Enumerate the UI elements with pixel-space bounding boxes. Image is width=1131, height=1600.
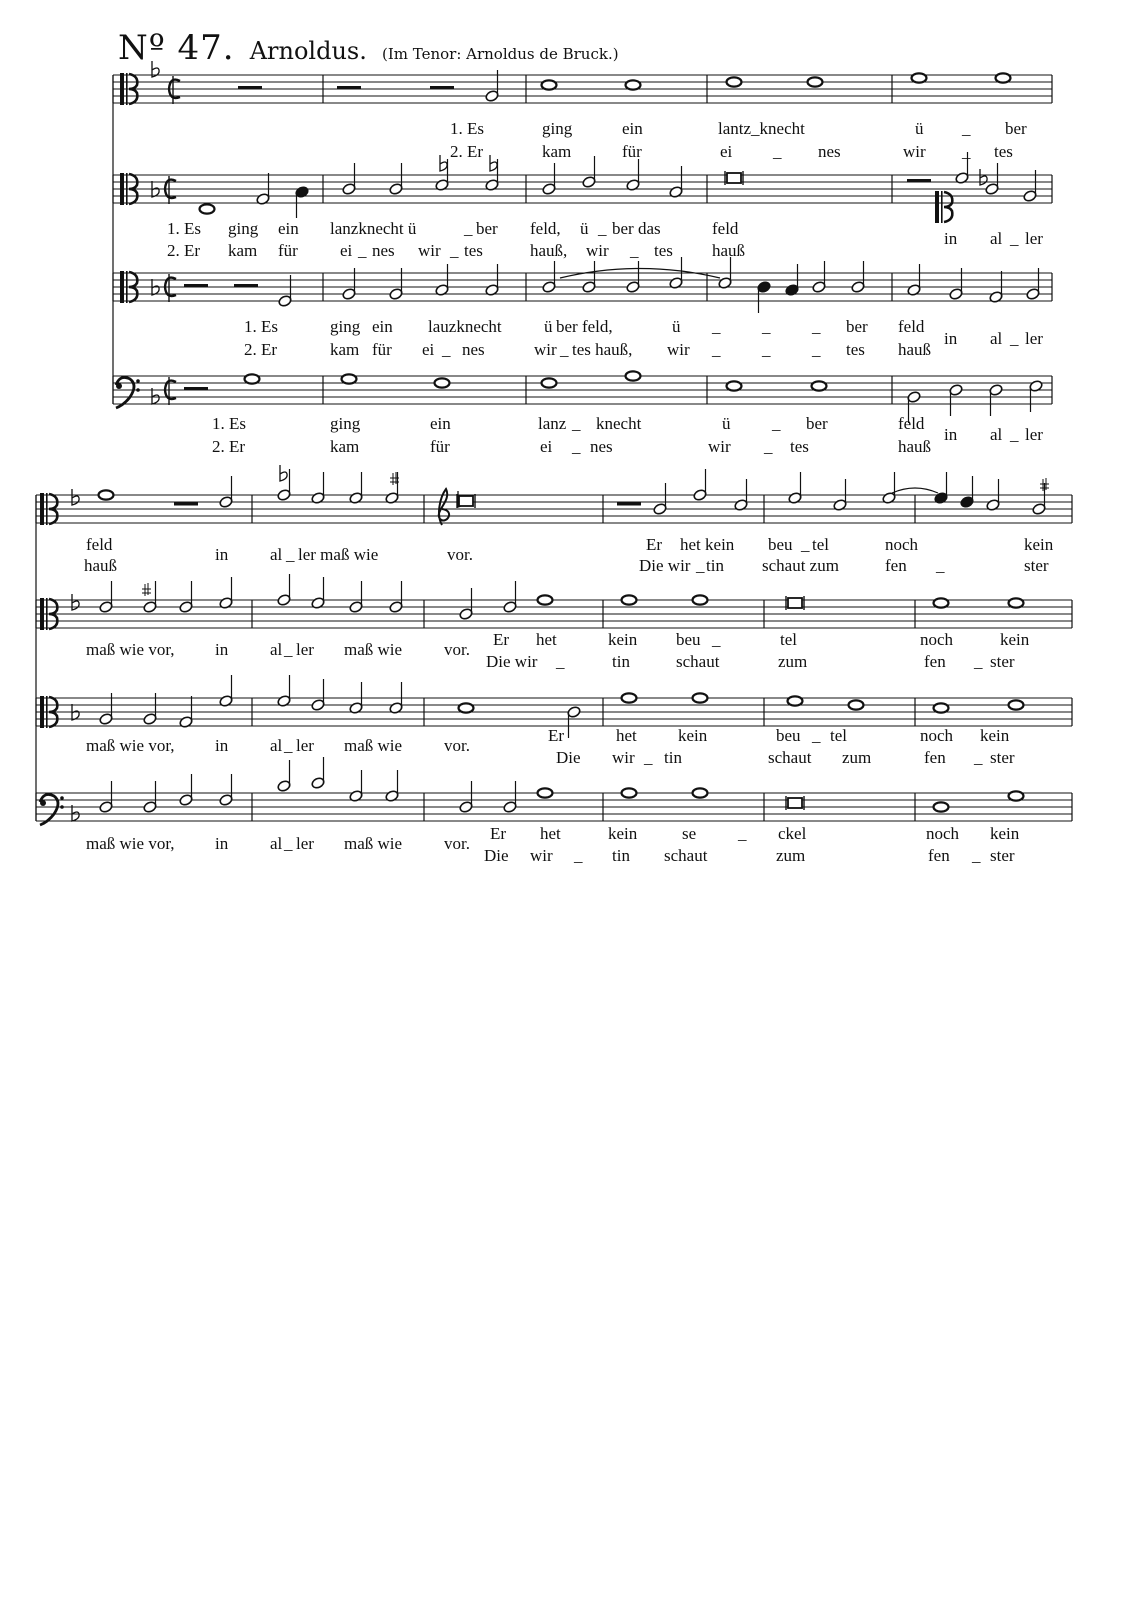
- lyric-s1-3-v2-1: kam: [330, 340, 360, 359]
- sharp-sign: [142, 583, 151, 596]
- f-clef-dot: [136, 388, 140, 392]
- lyric-s2-4-v2-3: tin: [612, 846, 630, 865]
- whole-note: [693, 693, 708, 702]
- lyric-s1-3-v1-11: feld: [898, 317, 925, 336]
- c-clef-bar: [120, 173, 124, 205]
- lyric-s2-4-v2-1: wir: [530, 846, 553, 865]
- lyric-s2-1-v2-3: tin: [706, 556, 724, 575]
- rest-mark: [430, 86, 454, 90]
- lyric-s2-2-v1-11: _: [712, 630, 721, 649]
- lyric-s2-4-v2-0: Die: [484, 846, 509, 865]
- lyric-s2-2-v1-7: Er: [493, 630, 510, 649]
- lyric-s2-1-v1-2: al: [270, 545, 283, 564]
- lyrics-layer: [84, 119, 1054, 865]
- lyric-s1-4-v1-0: 1. Es: [212, 414, 246, 433]
- lyric-s2-3-v1-3: _: [284, 736, 293, 755]
- lyric-s1-1-v2-3: ei: [720, 142, 733, 161]
- lyric-s1-2-v1-1: ging: [228, 219, 259, 238]
- whole-note: [435, 378, 450, 387]
- lyric-s1-4-v1-7: _: [772, 414, 781, 433]
- lyric-s2-2-v1-1: in: [215, 640, 229, 659]
- lyric-s2-3-v2-4: schaut: [768, 748, 812, 767]
- flat-sign: [490, 155, 497, 171]
- lyric-s2-3-v1-0: maß wie vor,: [86, 736, 175, 755]
- lyric-s1-1-v1-3: lantz_knecht: [718, 119, 805, 138]
- c-clef-bar: [126, 73, 128, 105]
- lyric-s2-3-v2-5: zum: [842, 748, 872, 767]
- whole-note: [622, 595, 637, 604]
- rest-mark: [174, 502, 198, 506]
- whole-note: [808, 77, 823, 86]
- lyric-s2-3-v1-8: het: [616, 726, 637, 745]
- lyric-s2-2-v2-6: _: [974, 652, 983, 671]
- lyric-s2-3-v1-10: beu: [776, 726, 801, 745]
- whole-note: [849, 700, 864, 709]
- lyric-s1-1-v2-2: für: [622, 142, 642, 161]
- rest-mark: [234, 284, 258, 288]
- lyric-s2-3-v2-2: _: [644, 748, 653, 767]
- lyric-s1-2-v1-5: ber: [476, 219, 498, 238]
- rest-mark: [184, 284, 208, 288]
- whole-note: [693, 595, 708, 604]
- g-clef: [439, 489, 449, 525]
- lyric-s1-3-v1-2: ein: [372, 317, 393, 336]
- lyric-s2-2-v2-3: schaut: [676, 652, 720, 671]
- composer-name: Arnoldus.: [249, 37, 367, 65]
- lyric-s2-2-v2-7: ster: [990, 652, 1015, 671]
- lyric-s1-3-v2-9: wir: [667, 340, 690, 359]
- c-clef-bar: [941, 191, 943, 223]
- lyric-s2-1-v1-6: Er: [646, 535, 663, 554]
- lyric-s2-4-v2-2: _: [574, 846, 583, 865]
- lyric-s2-3-v1-11: _: [812, 726, 821, 745]
- lyric-s1-3-v1-3: lauzknecht: [428, 317, 502, 336]
- c-clef-bar: [120, 271, 124, 303]
- lyric-s1-3-v2-6: wir: [534, 340, 557, 359]
- lyric-s2-4-v2-8: ster: [990, 846, 1015, 865]
- lyric-s2-3-v2-0: Die: [556, 748, 581, 767]
- lyric-s2-3-v1-14: kein: [980, 726, 1010, 745]
- lyric-s2-1-v1-11: noch: [885, 535, 919, 554]
- lyric-s2-2-v1-8: het: [536, 630, 557, 649]
- lyric-s1-1-v2-0: 2. Er: [450, 142, 484, 161]
- breve-note: [788, 598, 802, 608]
- lyric-s2-3-v1-6: vor.: [444, 736, 470, 755]
- lyric-s1-4-v1-13: ler: [1025, 425, 1043, 444]
- lyric-s1-2-v2-7: _: [450, 241, 459, 260]
- tie-arc: [892, 488, 938, 493]
- lyric-s1-2-v2-3: ei: [340, 241, 353, 260]
- lyric-s2-4-v1-5: maß wie: [344, 834, 403, 853]
- lyric-s1-2-v1-7: ü: [580, 219, 589, 238]
- whole-note: [934, 802, 949, 811]
- composer-note: (Im Tenor: Arnoldus de Bruck.): [381, 45, 619, 63]
- lyric-s1-1-v1-1: ging: [542, 119, 573, 138]
- f-clef-dot: [116, 383, 122, 389]
- c-clef-bar: [935, 191, 939, 223]
- lyric-s1-1-v1-5: _: [962, 119, 971, 138]
- lyric-s1-2-v1-4: _: [464, 219, 473, 238]
- lyric-s2-1-v1-9: _: [801, 535, 810, 554]
- lyric-s1-2-v1-2: ein: [278, 219, 299, 238]
- lyric-s1-2-v2-4: _: [358, 241, 367, 260]
- whole-note: [459, 703, 474, 712]
- rest-mark: [907, 179, 931, 183]
- c-clef-bar: [40, 493, 44, 525]
- lyric-s1-4-v2-4: _: [572, 437, 581, 456]
- lyric-s2-2-v1-9: kein: [608, 630, 638, 649]
- lyric-s1-4-v2-5: nes: [590, 437, 613, 456]
- lyric-s1-2-v2-11: _: [630, 241, 639, 260]
- lyric-s2-1-v2-6: _: [936, 556, 945, 575]
- lyric-s1-4-v2-9: hauß: [898, 437, 932, 456]
- lyric-s2-1-v1-4: ler maß wie: [298, 545, 379, 564]
- lyric-s2-2-v2-4: zum: [778, 652, 808, 671]
- lyric-s1-3-v1-4: ü: [544, 317, 553, 336]
- lyric-s2-3-v2-8: ster: [990, 748, 1015, 767]
- lyric-s2-4-v1-12: ckel: [778, 824, 807, 843]
- lyric-s1-1-v1-2: ein: [622, 119, 643, 138]
- lyric-s2-2-v1-6: vor.: [444, 640, 470, 659]
- c-clef-bar: [126, 173, 128, 205]
- f-clef-dot: [60, 796, 64, 800]
- whole-note: [1009, 598, 1024, 607]
- piece-number: Nº 47.: [118, 28, 235, 68]
- lyric-s1-4-v1-10: in: [944, 425, 958, 444]
- whole-note: [996, 73, 1011, 82]
- lyric-s2-4-v1-1: in: [215, 834, 229, 853]
- lyric-s2-4-v1-7: Er: [490, 824, 507, 843]
- lyric-s1-2-v1-14: ler: [1025, 229, 1043, 248]
- c-clef-bar: [46, 696, 48, 728]
- lyric-s2-4-v1-13: noch: [926, 824, 960, 843]
- lyric-s2-3-v1-5: maß wie: [344, 736, 403, 755]
- lyric-s1-3-v2-7: _: [560, 340, 569, 359]
- lyric-s2-4-v1-11: _: [738, 824, 747, 843]
- lyric-s2-4-v2-4: schaut: [664, 846, 708, 865]
- lyric-s2-4-v1-6: vor.: [444, 834, 470, 853]
- c-clef-bar: [46, 493, 48, 525]
- lyric-s1-3-v1-5: ber feld,: [556, 317, 613, 336]
- lyric-s1-3-v2-11: _: [762, 340, 771, 359]
- rest-mark: [617, 502, 641, 506]
- lyric-s2-1-v1-1: in: [215, 545, 229, 564]
- lyric-s2-3-v2-1: wir: [612, 748, 635, 767]
- lyric-s2-2-v1-0: maß wie vor,: [86, 640, 175, 659]
- whole-note: [542, 378, 557, 387]
- whole-note: [99, 490, 114, 499]
- lyric-s1-2-v1-8: _: [598, 219, 607, 238]
- f-clef-dot: [40, 800, 46, 806]
- whole-note: [812, 381, 827, 390]
- lyric-s1-2-v1-0: 1. Es: [167, 219, 201, 238]
- lyric-s1-3-v2-12: _: [812, 340, 821, 359]
- rest-mark: [184, 387, 208, 391]
- lyric-s1-2-v2-1: kam: [228, 241, 258, 260]
- lyric-s1-1-v2-8: tes: [994, 142, 1013, 161]
- breve-note: [727, 173, 741, 183]
- lyric-s1-2-v2-0: 2. Er: [167, 241, 201, 260]
- lyric-s2-1-v1-8: beu: [768, 535, 793, 554]
- lyric-s1-1-v1-4: ü: [915, 119, 924, 138]
- lyric-s2-1-v2-4: schaut zum: [762, 556, 839, 575]
- lyric-s1-2-v1-9: ber das: [612, 219, 661, 238]
- c-clef-bar: [40, 696, 44, 728]
- lyric-s1-3-v2-8: tes hauß,: [572, 340, 633, 359]
- lyric-s2-3-v1-7: Er: [548, 726, 565, 745]
- lyric-s2-2-v1-3: _: [284, 640, 293, 659]
- lyric-s2-2-v1-14: kein: [1000, 630, 1030, 649]
- lyric-s1-3-v2-4: _: [442, 340, 451, 359]
- rest-mark: [337, 86, 361, 90]
- f-clef-dot: [136, 379, 140, 383]
- lyric-s2-1-v1-10: tel: [812, 535, 829, 554]
- lyric-s2-2-v2-2: tin: [612, 652, 630, 671]
- lyric-s2-1-v2-2: _: [696, 556, 705, 575]
- lyric-s1-1-v1-6: ber: [1005, 119, 1027, 138]
- lyric-s1-2-v2-6: wir: [418, 241, 441, 260]
- whole-note: [542, 80, 557, 89]
- lyric-s1-3-v2-5: nes: [462, 340, 485, 359]
- lyric-s1-1-v2-6: wir: [903, 142, 926, 161]
- lyric-s2-2-v1-4: ler: [296, 640, 314, 659]
- lyric-s2-1-v2-1: Die wir: [639, 556, 691, 575]
- lyric-s1-4-v2-7: _: [764, 437, 773, 456]
- lyric-s1-4-v2-0: 2. Er: [212, 437, 246, 456]
- lyric-s2-2-v1-10: beu: [676, 630, 701, 649]
- whole-note: [626, 80, 641, 89]
- lyric-s1-2-v2-9: hauß,: [530, 241, 568, 260]
- lyric-s2-2-v2-0: Die wir: [486, 652, 538, 671]
- lyric-s1-1-v2-5: nes: [818, 142, 841, 161]
- lyric-s1-3-v1-12: in: [944, 329, 958, 348]
- whole-note: [538, 595, 553, 604]
- lyric-s2-3-v1-4: ler: [296, 736, 314, 755]
- lyric-s1-2-v1-11: in: [944, 229, 958, 248]
- lyric-s2-4-v1-14: kein: [990, 824, 1020, 843]
- lyric-s1-4-v1-2: ein: [430, 414, 451, 433]
- lyric-s1-2-v1-3: lanzknecht ü: [330, 219, 417, 238]
- lyric-s1-3-v2-13: tes: [846, 340, 865, 359]
- lyric-s1-3-v1-8: _: [762, 317, 771, 336]
- lyric-s1-3-v1-14: _: [1010, 329, 1019, 348]
- whole-note: [626, 371, 641, 380]
- c-clef-bar: [120, 73, 124, 105]
- lyric-s2-3-v1-13: noch: [920, 726, 954, 745]
- lyric-s2-3-v1-1: in: [215, 736, 229, 755]
- lyric-s1-4-v1-1: ging: [330, 414, 361, 433]
- c-clef-bar: [40, 598, 44, 630]
- lyric-s2-1-v1-0: feld: [86, 535, 113, 554]
- lyric-s2-1-v1-12: kein: [1024, 535, 1054, 554]
- lyric-s1-3-v1-9: _: [812, 317, 821, 336]
- lyric-s2-1-v2-5: fen: [885, 556, 907, 575]
- f-clef-curve: [40, 794, 58, 825]
- lyric-s1-1-v2-7: _: [962, 142, 971, 161]
- rest-mark: [238, 86, 262, 90]
- lyric-s1-2-v2-10: wir: [586, 241, 609, 260]
- lyric-s1-2-v1-6: feld,: [530, 219, 561, 238]
- lyric-s2-4-v1-9: kein: [608, 824, 638, 843]
- lyric-s1-4-v1-12: _: [1010, 425, 1019, 444]
- lyric-s1-3-v1-0: 1. Es: [244, 317, 278, 336]
- lyric-s1-2-v2-13: hauß: [712, 241, 746, 260]
- lyric-s1-2-v2-5: nes: [372, 241, 395, 260]
- lyric-s1-2-v2-12: tes: [654, 241, 673, 260]
- whole-note: [727, 77, 742, 86]
- lyric-s1-3-v1-7: _: [712, 317, 721, 336]
- flat-sign: [980, 169, 987, 185]
- lyric-s2-2-v1-2: al: [270, 640, 283, 659]
- lyric-s2-1-v1-5: vor.: [447, 545, 473, 564]
- flat-sign: [72, 489, 79, 505]
- lyric-s1-4-v1-4: _: [572, 414, 581, 433]
- whole-note: [622, 693, 637, 702]
- whole-note: [693, 788, 708, 797]
- c-clef-bar: [126, 271, 128, 303]
- lyric-s1-4-v1-8: ber: [806, 414, 828, 433]
- lyric-s2-1-v1-3: _: [286, 545, 295, 564]
- lyric-s2-4-v1-4: ler: [296, 834, 314, 853]
- lyric-s2-4-v2-7: _: [972, 846, 981, 865]
- whole-note: [538, 788, 553, 797]
- whole-note: [342, 374, 357, 383]
- lyric-s2-4-v1-10: se: [682, 824, 697, 843]
- lyric-s2-3-v1-2: al: [270, 736, 283, 755]
- whole-note: [622, 788, 637, 797]
- c-clef-bar: [46, 598, 48, 630]
- lyric-s1-4-v1-3: lanz: [538, 414, 567, 433]
- whole-note: [727, 381, 742, 390]
- lyric-s2-3-v1-9: kein: [678, 726, 708, 745]
- lyric-s1-4-v2-2: für: [430, 437, 450, 456]
- lyric-s2-3-v2-6: fen: [924, 748, 946, 767]
- f-clef-dot: [60, 805, 64, 809]
- lyric-s1-3-v2-2: für: [372, 340, 392, 359]
- lyric-s1-4-v2-6: wir: [708, 437, 731, 456]
- lyric-s2-3-v1-12: tel: [830, 726, 847, 745]
- lyric-s1-3-v2-3: ei: [422, 340, 435, 359]
- lyric-s2-3-v2-3: tin: [664, 748, 682, 767]
- lyric-s1-2-v1-10: feld: [712, 219, 739, 238]
- flat-sign: [440, 155, 447, 171]
- breve-note: [788, 798, 802, 808]
- lyric-s1-3-v2-0: 2. Er: [244, 340, 278, 359]
- lyric-s1-1-v2-4: _: [773, 142, 782, 161]
- lyric-s1-3-v1-6: ü: [672, 317, 681, 336]
- lyric-s1-2-v1-12: al: [990, 229, 1003, 248]
- whole-note: [200, 204, 215, 213]
- lyric-s2-2-v2-5: fen: [924, 652, 946, 671]
- lyric-s1-1-v2-1: kam: [542, 142, 572, 161]
- lyric-s1-4-v1-6: ü: [722, 414, 731, 433]
- breve-note: [459, 496, 473, 506]
- flat-sign: [72, 594, 79, 610]
- f-clef-curve: [116, 377, 134, 408]
- lyric-s1-4-v1-9: feld: [898, 414, 925, 433]
- lyric-s2-4-v1-2: al: [270, 834, 283, 853]
- whole-note: [934, 598, 949, 607]
- lyric-s1-4-v2-1: kam: [330, 437, 360, 456]
- lyric-s1-1-v1-0: 1. Es: [450, 119, 484, 138]
- whole-note: [1009, 791, 1024, 800]
- flat-sign: [280, 465, 287, 481]
- lyric-s1-3-v1-13: al: [990, 329, 1003, 348]
- lyric-s1-2-v2-2: für: [278, 241, 298, 260]
- whole-note: [788, 696, 803, 705]
- lyric-s2-4-v1-8: het: [540, 824, 561, 843]
- lyric-s2-1-v2-0: hauß: [84, 556, 118, 575]
- lyric-s1-3-v1-1: ging: [330, 317, 361, 336]
- lyric-s1-2-v2-8: tes: [464, 241, 483, 260]
- lyric-s1-3-v1-10: ber: [846, 317, 868, 336]
- lyric-s2-4-v2-6: fen: [928, 846, 950, 865]
- lyric-s2-2-v2-1: _: [556, 652, 565, 671]
- lyric-s1-4-v2-8: tes: [790, 437, 809, 456]
- lyric-s2-4-v1-3: _: [284, 834, 293, 853]
- lyric-s2-3-v2-7: _: [974, 748, 983, 767]
- lyric-s1-4-v1-11: al: [990, 425, 1003, 444]
- lyric-s2-2-v1-13: noch: [920, 630, 954, 649]
- lyric-s1-4-v2-3: ei: [540, 437, 553, 456]
- lyric-s1-3-v2-14: hauß: [898, 340, 932, 359]
- whole-note: [1009, 700, 1024, 709]
- lyric-s1-3-v2-10: _: [712, 340, 721, 359]
- whole-note: [934, 703, 949, 712]
- lyric-s2-4-v1-0: maß wie vor,: [86, 834, 175, 853]
- lyric-s1-2-v1-13: _: [1010, 229, 1019, 248]
- lyric-s2-4-v2-5: zum: [776, 846, 806, 865]
- whole-note: [912, 73, 927, 82]
- lyric-s2-1-v1-7: het kein: [680, 535, 735, 554]
- lyric-s2-1-v2-7: ster: [1024, 556, 1049, 575]
- lyric-s2-2-v1-5: maß wie: [344, 640, 403, 659]
- lyric-s1-3-v1-15: ler: [1025, 329, 1043, 348]
- lyric-s2-2-v1-12: tel: [780, 630, 797, 649]
- lyric-s1-4-v1-5: knecht: [596, 414, 642, 433]
- whole-note: [245, 374, 260, 383]
